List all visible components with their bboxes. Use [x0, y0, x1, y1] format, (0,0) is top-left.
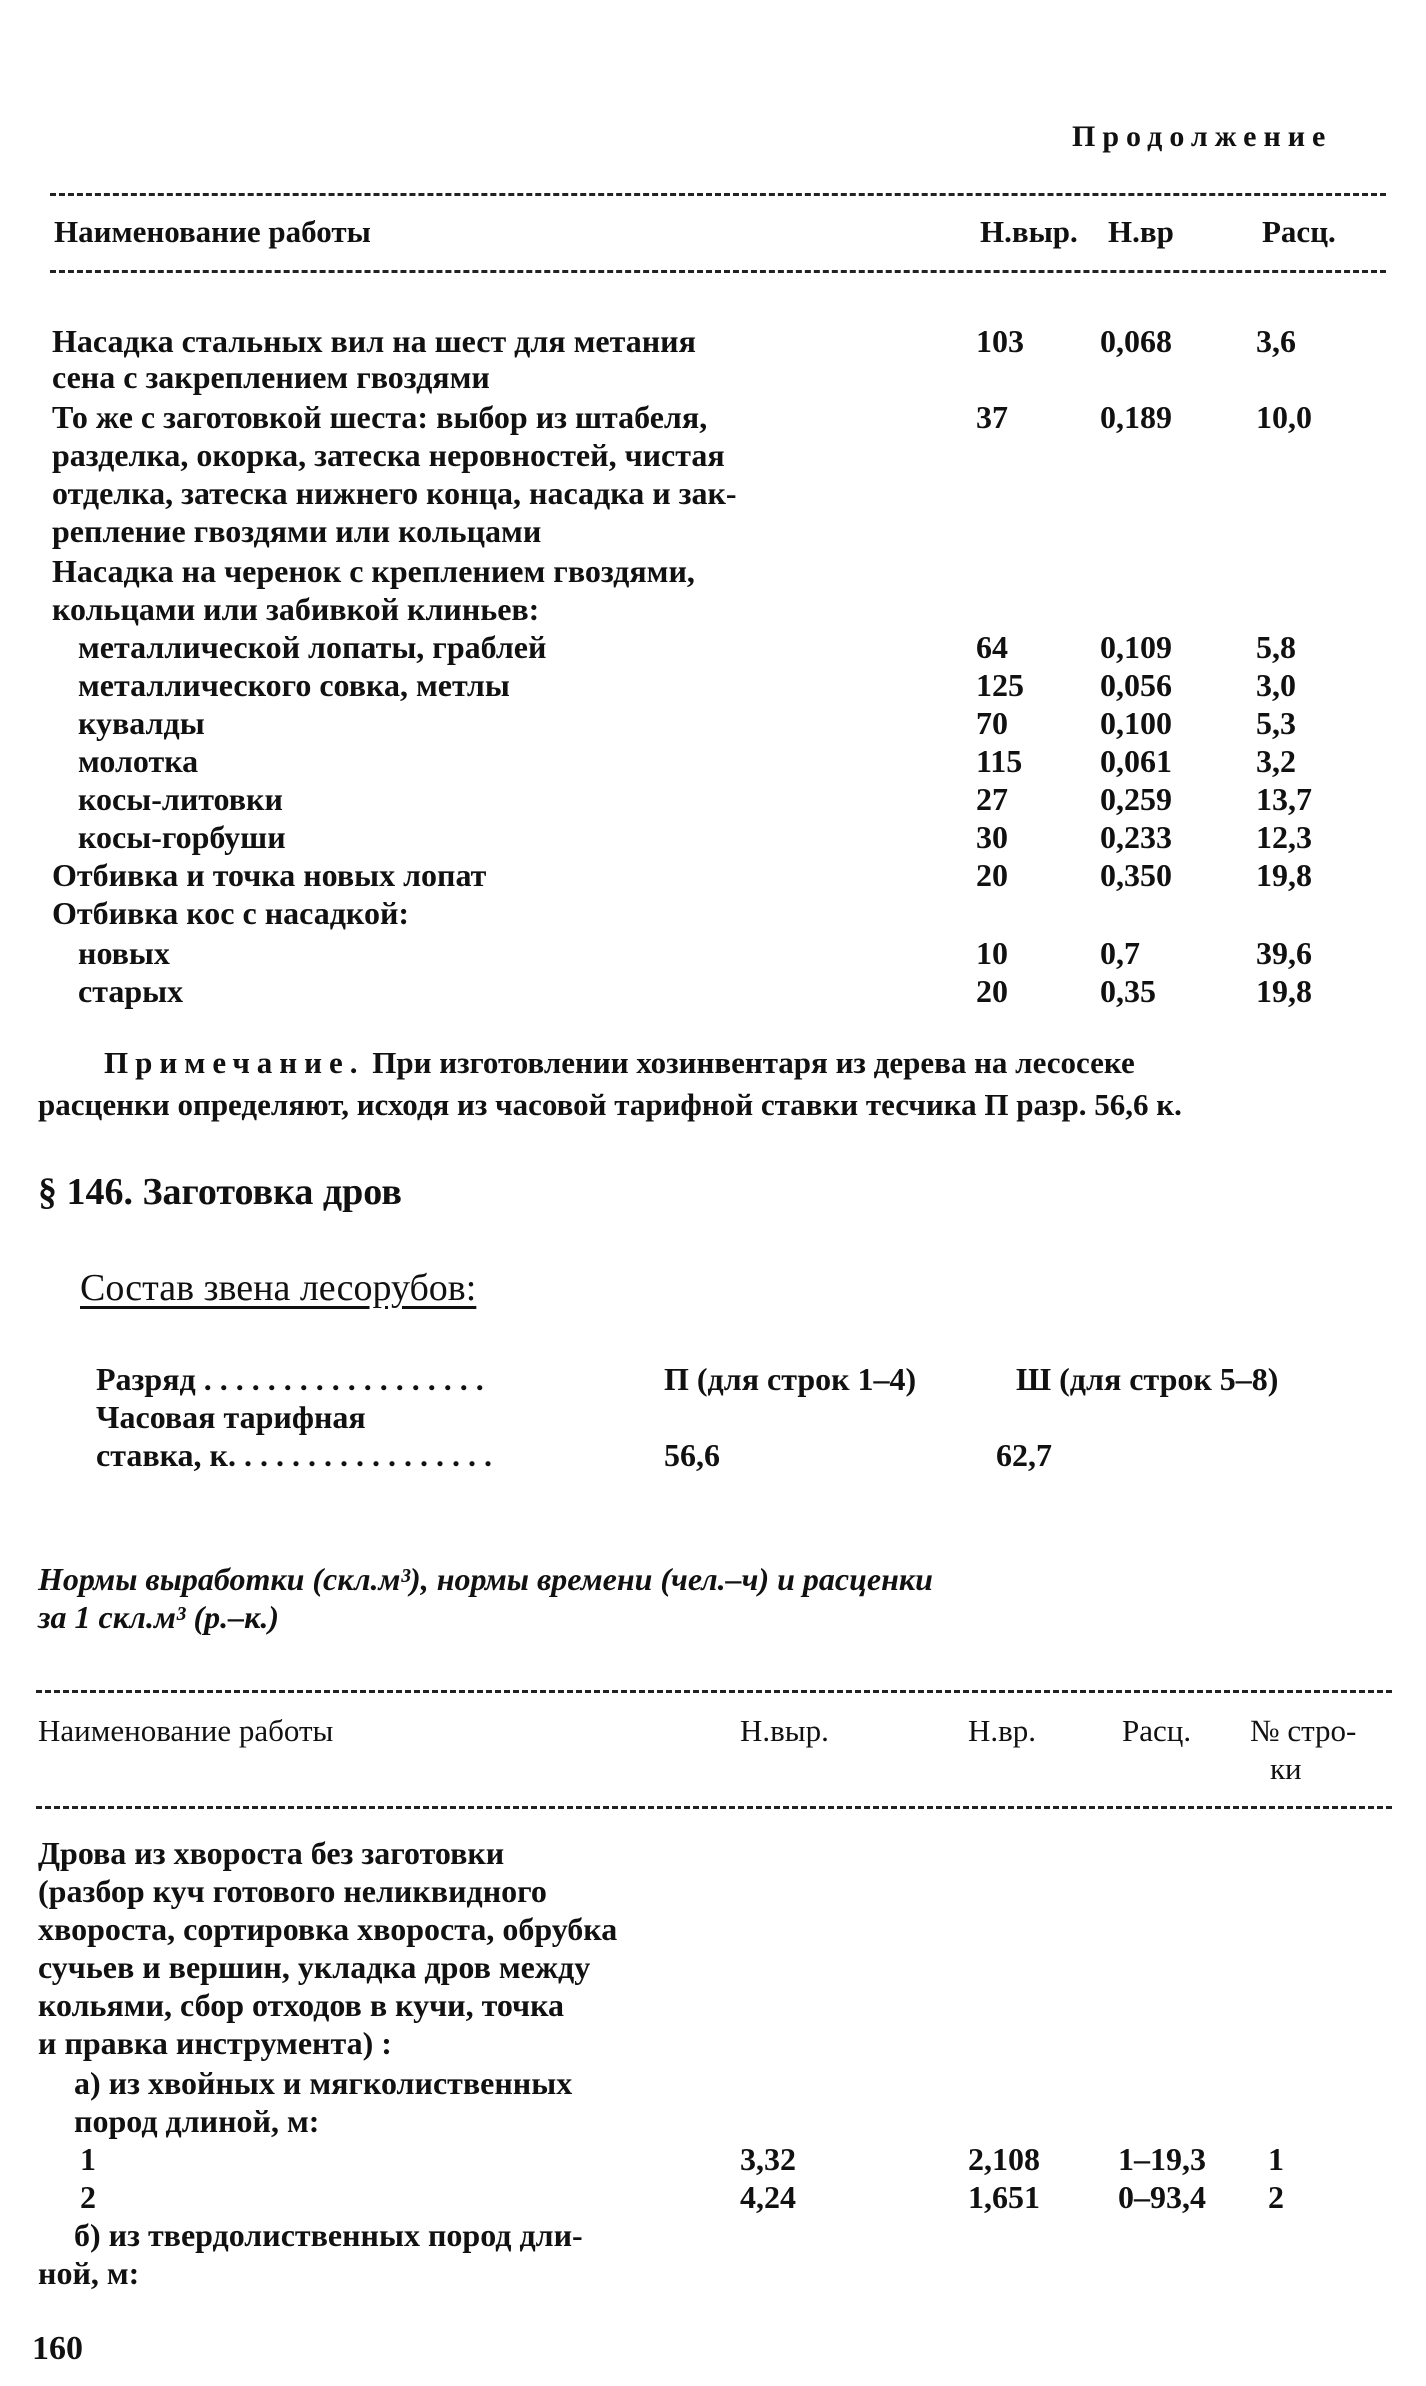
table1-header-name: Наименование работы	[54, 214, 371, 249]
table1-row-name: Насадка стальных вил на шест для метания	[52, 323, 696, 359]
table1-row-rate: 13,7	[1256, 781, 1312, 817]
table2-header-num-2: ки	[1270, 1751, 1302, 1786]
table1-row-time: 0,350	[1100, 857, 1172, 893]
continuation-label: Продолжение	[1072, 120, 1333, 153]
table2-tail-line: б) из твердолиственных пород дли-	[74, 2217, 583, 2253]
norms-caption-1: Нормы выработки (скл.м³), нормы времени (чел.–ч) и расценки	[38, 1561, 933, 1597]
table2-text-line: Дрова из хвороста без заготовки	[38, 1835, 505, 1871]
table1-row-rate: 3,0	[1256, 667, 1296, 703]
table2-text-line: кольями, сбор отходов в кучи, точка	[38, 1987, 565, 2023]
table1-row-name: Отбивка и точка новых лопат	[52, 857, 487, 893]
table1-header-rule	[50, 270, 1386, 273]
note-label: Примечание.	[104, 1045, 365, 1080]
table2-text-line: (разбор куч готового неликвидного	[38, 1873, 547, 1909]
table2-row-time: 1,651	[968, 2179, 1040, 2215]
table1-row-rate: 19,8	[1256, 973, 1312, 1009]
table1-row-name: разделка, окорка, затеска неровностей, чистая	[52, 437, 725, 473]
table1-row-time: 0,35	[1100, 973, 1156, 1009]
table2-text-line: а) из хвойных и мягколиственных	[74, 2065, 573, 2101]
table2-row-time: 2,108	[968, 2141, 1040, 2177]
table1-row-output: 115	[976, 743, 1023, 779]
note-text-1: При изготовлении хозинвентаря из дерева на лесосеке	[364, 1045, 1135, 1080]
table1-row-name: Отбивка кос с насадкой:	[52, 895, 410, 931]
table1-row-name: отделка, затеска нижнего конца, насадка и зак-	[52, 475, 737, 511]
table1-row-name: молотка	[78, 743, 199, 779]
table1-row-output: 70	[976, 705, 1008, 741]
crew-title: Состав звена лесорубов:	[80, 1267, 477, 1309]
table1-row-name: косы-горбуши	[78, 819, 286, 855]
table1-row-output: 103	[976, 323, 1024, 359]
table1-row-time: 0,061	[1100, 743, 1172, 779]
rank-b: Ш (для строк 5–8)	[1016, 1361, 1279, 1397]
section-title: § 146. Заготовка дров	[38, 1171, 402, 1213]
table1-header-rate: Расц.	[1262, 214, 1336, 249]
table2-text-line: и правка инструмента) :	[38, 2025, 392, 2061]
table1-row-time: 0,068	[1100, 323, 1172, 359]
table1-row-rate: 10,0	[1256, 399, 1312, 435]
table1-header-output: Н.выр.	[980, 214, 1078, 249]
table2-text-line: хвороста, сортировка хвороста, обрубка	[38, 1911, 618, 1947]
table1-row-output: 27	[976, 781, 1008, 817]
table1-header-time: Н.вр	[1108, 214, 1174, 249]
table2-row-output: 4,24	[740, 2179, 796, 2215]
table1-row-time: 0,259	[1100, 781, 1172, 817]
note-line-2: расценки определяют, исходя из часовой тарифной ставки тесчика П разр. 56,6 к.	[38, 1087, 1182, 1122]
table2-row-length: 1	[80, 2141, 96, 2177]
norms-caption-2: за 1 скл.м³ (р.–к.)	[38, 1599, 280, 1635]
table1-row-name: старых	[78, 973, 184, 1009]
rank-a: П (для строк 1–4)	[664, 1361, 917, 1397]
table2-top-rule	[36, 1690, 1392, 1693]
rate-label-2: ставка, к. . . . . . . . . . . . . . . . .	[96, 1437, 492, 1473]
table1-row-name: сена с закреплением гвоздями	[52, 359, 490, 395]
table2-row-output: 3,32	[740, 2141, 796, 2177]
table1-top-rule	[50, 193, 1386, 196]
table1-row-output: 64	[976, 629, 1008, 665]
table2-row-rate: 0–93,4	[1118, 2179, 1206, 2215]
table1-row-name: кольцами или забивкой клиньев:	[52, 591, 540, 627]
table1-row-rate: 12,3	[1256, 819, 1312, 855]
table2-text-line: пород длиной, м:	[74, 2103, 320, 2139]
note-line-1	[104, 1043, 1135, 1083]
page-number: 160	[32, 2330, 83, 2367]
table1-row-time: 0,233	[1100, 819, 1172, 855]
table2-row-length: 2	[80, 2179, 96, 2215]
table1-row-name: репление гвоздями или кольцами	[52, 513, 542, 549]
table1-row-output: 30	[976, 819, 1008, 855]
table2-row-rate: 1–19,3	[1118, 2141, 1206, 2177]
table1-row-rate: 3,2	[1256, 743, 1296, 779]
table2-row-number: 2	[1268, 2179, 1284, 2215]
table1-row-output: 125	[976, 667, 1024, 703]
table1-row-name: новых	[78, 935, 170, 971]
table2-header-output: Н.выр.	[740, 1713, 829, 1748]
table1-row-rate: 19,8	[1256, 857, 1312, 893]
table2-header-name: Наименование работы	[38, 1713, 334, 1748]
table1-row-rate: 3,6	[1256, 323, 1296, 359]
table1-row-rate: 5,8	[1256, 629, 1296, 665]
table2-text-line: сучьев и вершин, укладка дров между	[38, 1949, 591, 1985]
table1-row-name: Насадка на черенок с креплением гвоздями,	[52, 553, 695, 589]
table2-tail-line: ной, м:	[38, 2255, 140, 2291]
table1-row-time: 0,189	[1100, 399, 1172, 435]
table2-header-rate: Расц.	[1122, 1713, 1192, 1748]
table1-row-name: кувалды	[78, 705, 205, 741]
rank-label: Разряд . . . . . . . . . . . . . . . . . .	[96, 1361, 484, 1397]
table2-row-number: 1	[1268, 2141, 1284, 2177]
table1-row-name: То же с заготовкой шеста: выбор из штабеля,	[52, 399, 708, 435]
rate-label-1: Часовая тарифная	[96, 1399, 366, 1435]
rate-b: 62,7	[996, 1437, 1052, 1473]
table1-row-time: 0,109	[1100, 629, 1172, 665]
table1-row-rate: 39,6	[1256, 935, 1312, 971]
table1-row-name: косы-литовки	[78, 781, 283, 817]
table1-row-time: 0,7	[1100, 935, 1140, 971]
table2-header-rule	[36, 1806, 1392, 1809]
table1-row-name: металлического совка, метлы	[78, 667, 510, 703]
table2-header-num-1: № стро-	[1250, 1713, 1357, 1748]
table1-row-time: 0,056	[1100, 667, 1172, 703]
table1-row-time: 0,100	[1100, 705, 1172, 741]
table1-row-name: металлической лопаты, граблей	[78, 629, 547, 665]
table1-row-output: 20	[976, 973, 1008, 1009]
table1-row-output: 20	[976, 857, 1008, 893]
table2-header-time: Н.вр.	[968, 1713, 1037, 1748]
table1-row-output: 37	[976, 399, 1008, 435]
table1-row-output: 10	[976, 935, 1008, 971]
rate-a: 56,6	[664, 1437, 720, 1473]
table1-row-rate: 5,3	[1256, 705, 1296, 741]
